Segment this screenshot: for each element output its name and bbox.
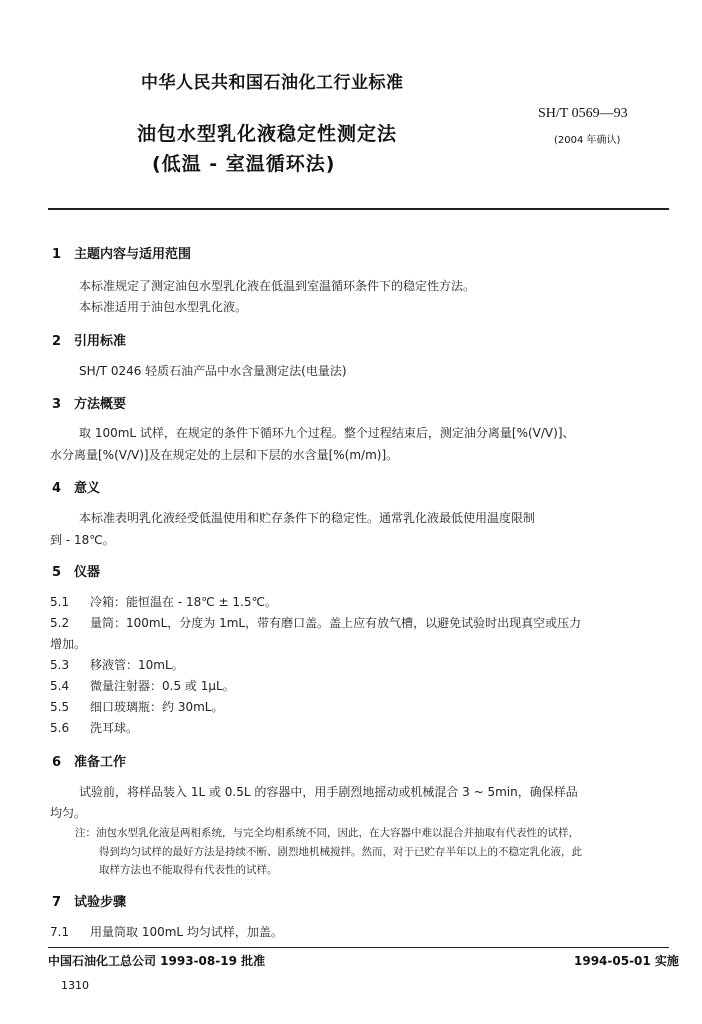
paragraph: 本标准适用于油包水型乳化液。 [79, 300, 248, 314]
paragraph: 水分离量[%(V/V)]及在规定处的上层和下层的水含量[%(m/m)]。 [50, 448, 399, 462]
section-number: 5 [52, 565, 62, 580]
paragraph: 均匀。 [50, 806, 87, 820]
paragraph: 本标准规定了测定油包水型乳化液在低温到室温循环条件下的稳定性方法。 [79, 279, 476, 293]
list-item [50, 719, 138, 736]
section-2-heading [52, 330, 126, 349]
reference-item: SH/T 0246 轻质石油产品中水含量测定法(电量法) [79, 364, 347, 378]
section-1-heading [52, 243, 191, 262]
note-line: 注：油包水型乳化液是两相系统，与完全均相系统不同，因此，在大容器中难以混合并抽取有代表性的试样， [75, 827, 579, 839]
list-item [50, 593, 277, 610]
paragraph: 取 100mL 试样，在规定的条件下循环九个过程。整个过程结束后，测定油分离量[%(V/V)]、 [79, 426, 575, 440]
section-title: 引用标准 [74, 334, 127, 349]
section-number: 6 [52, 755, 62, 770]
section-title: 仪器 [74, 565, 101, 580]
item-text: 细口玻璃瓶：约 30mL。 [90, 700, 224, 714]
item-text: 增加。 [50, 637, 87, 651]
header-divider [48, 208, 669, 210]
item-number: 5.4 [50, 679, 70, 693]
section-number: 4 [52, 481, 62, 496]
item-number: 5.6 [50, 721, 70, 735]
item-number: 5.5 [50, 700, 70, 714]
item-text: 用量筒取 100mL 均匀试样，加盖。 [90, 925, 283, 939]
list-item [50, 656, 184, 673]
section-3-heading [52, 393, 126, 412]
section-title: 准备工作 [74, 755, 127, 770]
document-subtitle: (低温 - 室温循环法) [152, 153, 336, 175]
section-5-heading [52, 561, 100, 580]
section-6-heading [52, 751, 126, 770]
paragraph: 试验前，将样品装入 1L 或 0.5L 的容器中，用手剧烈地摇动或机械混合 3 ~ 5min，确保样品 [79, 785, 578, 799]
note-line: 得到均匀试样的最好方法是持续不断、剧烈地机械搅拌。然而，对于已贮存半年以上的不稳定乳化液，此 [99, 846, 582, 858]
standard-code: SH/T 0569—93 [538, 106, 628, 121]
implementation-date: 1994-05-01 实施 [574, 954, 679, 968]
paragraph: 到 - 18℃。 [50, 533, 115, 547]
section-number: 3 [52, 397, 62, 412]
item-number: 7.1 [50, 925, 70, 939]
footer-divider [48, 947, 669, 948]
item-text: 洗耳球。 [90, 721, 139, 735]
item-number: 5.1 [50, 595, 70, 609]
approval-line: 中国石油化工总公司 1993-08-19 批准 [48, 954, 266, 968]
item-text: 微量注射器：0.5 或 1μL。 [90, 679, 235, 693]
list-item-continuation [50, 635, 86, 652]
item-text: 量筒：100mL，分度为 1mL，带有磨口盖。盖上应有放气槽，以避免试验时出现真空或压力 [90, 616, 582, 630]
note-line: 取样方法也不能取得有代表性的试样。 [99, 864, 278, 876]
list-item [50, 923, 283, 940]
section-title: 试验步骤 [74, 895, 127, 910]
issuing-body: 中华人民共和国石油化工行业标准 [141, 73, 404, 93]
document-title: 油包水型乳化液稳定性测定法 [137, 123, 398, 145]
list-item [50, 677, 235, 694]
confirmation-note: (2004 年确认) [554, 135, 621, 146]
list-item [50, 614, 581, 631]
item-text: 冷箱：能恒温在 - 18℃ ± 1.5℃。 [90, 595, 277, 609]
section-title: 主题内容与适用范围 [74, 247, 192, 262]
section-title: 意义 [74, 481, 101, 496]
section-number: 7 [52, 895, 62, 910]
page-number: 1310 [61, 979, 89, 992]
paragraph: 本标准表明乳化液经受低温使用和贮存条件下的稳定性。通常乳化液最低使用温度限制 [79, 511, 536, 525]
item-number: 5.3 [50, 658, 70, 672]
section-7-heading [52, 891, 126, 910]
list-item [50, 698, 223, 715]
item-number: 5.2 [50, 616, 70, 630]
section-title: 方法概要 [74, 397, 127, 412]
section-number: 2 [52, 334, 62, 349]
section-number: 1 [52, 247, 62, 262]
section-4-heading [52, 477, 100, 496]
item-text: 移液管：10mL。 [90, 658, 184, 672]
